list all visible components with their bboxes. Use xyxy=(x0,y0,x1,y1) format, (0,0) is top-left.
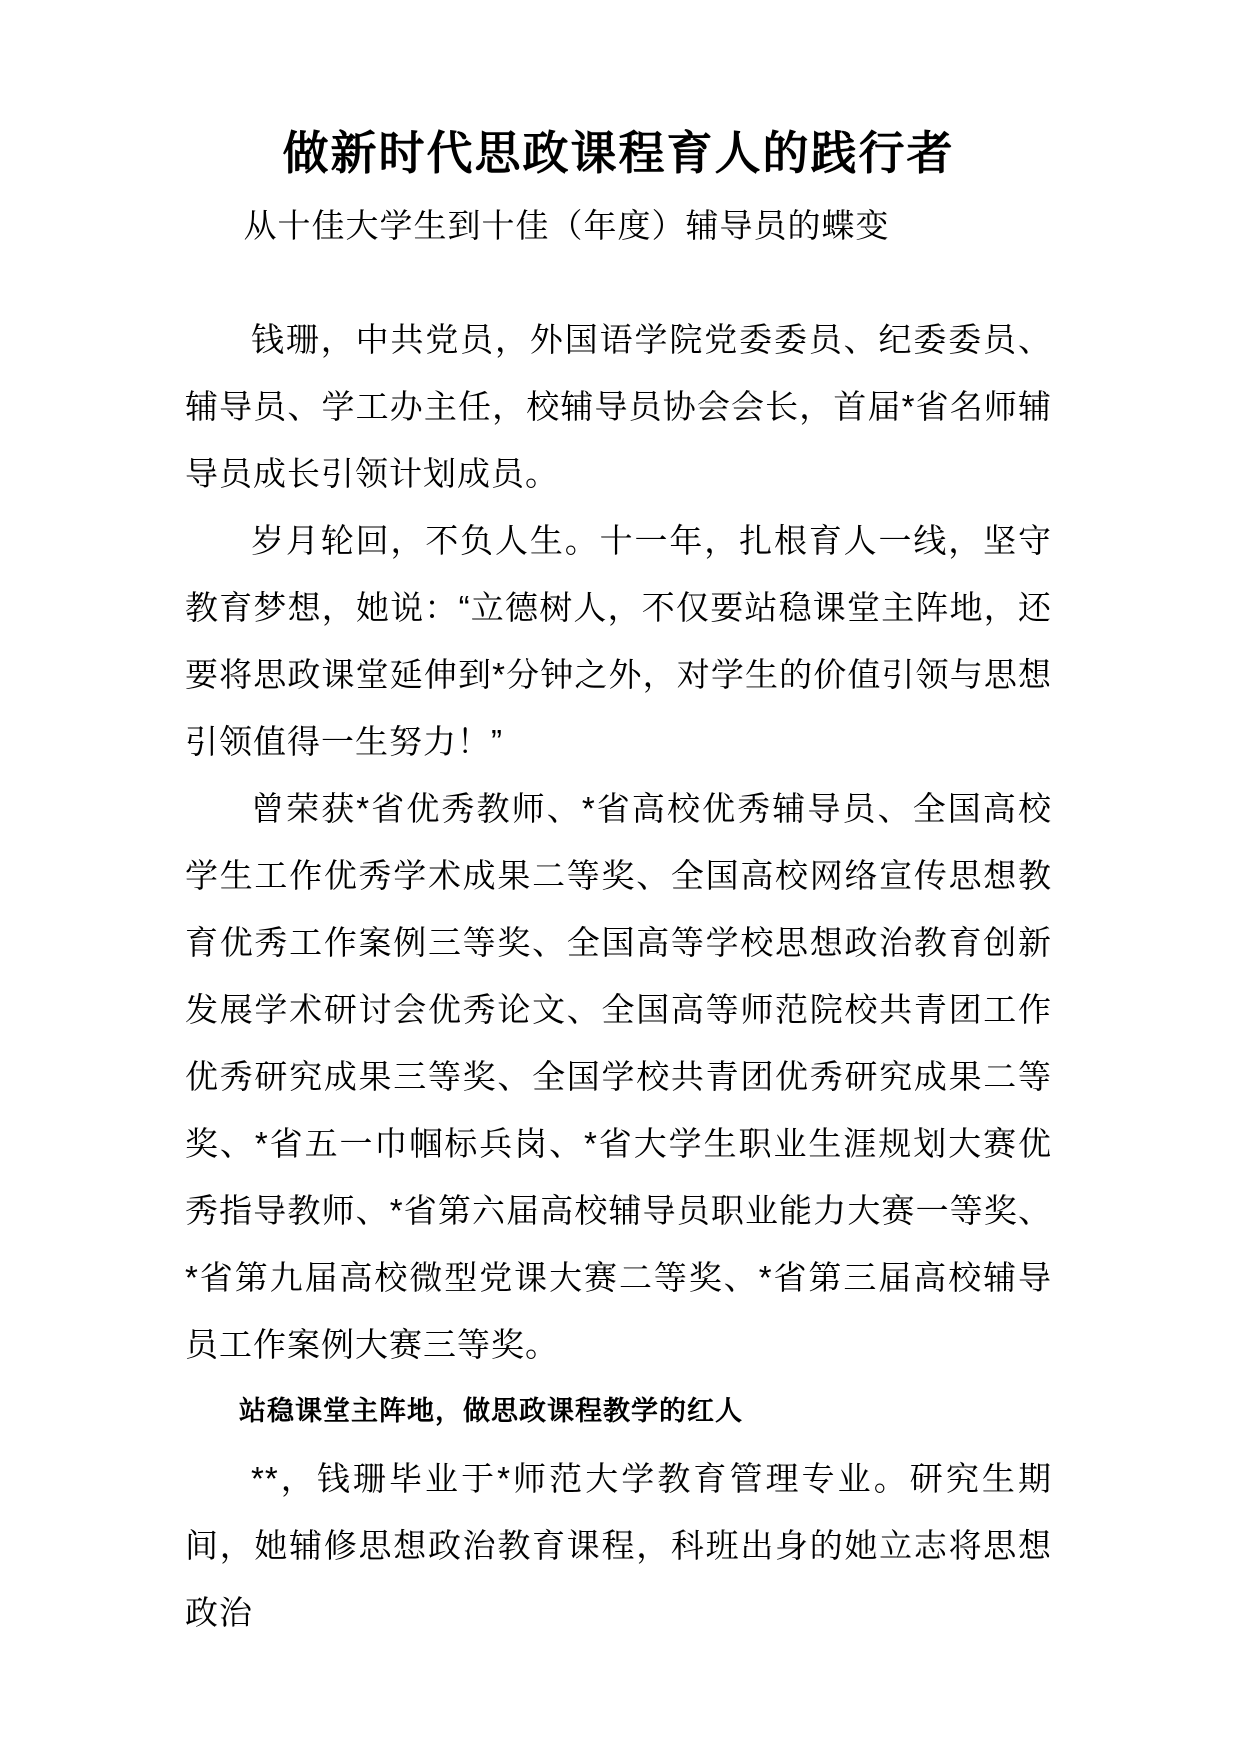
document-body xyxy=(185,306,1052,1646)
section-heading: 站稳课堂主阵地，做思政课程教学的红人 xyxy=(239,1396,743,1426)
body-paragraph: 钱珊，中共党员，外国语学院党委委员、纪委委员、辅导员、学工办主任，校辅导员协会会长，首届*省名师辅导员成长引领计划成员。 xyxy=(185,321,1052,492)
body-paragraph: **，钱珊毕业于*师范大学教育管理专业。研究生期间，她辅修思想政治教育课程，科班出身的她立志将思想政治 xyxy=(185,1460,1052,1631)
document-title: 做新时代思政课程育人的践行者 xyxy=(282,127,955,179)
body-paragraph: 曾荣获*省优秀教师、*省高校优秀辅导员、全国高校学生工作优秀学术成果二等奖、全国高校网络宣传思想教育优秀工作案例三等奖、全国高等学校思想政治教育创新发展学术研讨会优秀论文、全国高等师范院校共青团工作优秀研究成果三等奖、全国学校共青团优秀研究成果二等奖、*省五一巾帼标兵岗、*省大学生职业生涯规划大赛优秀指导教师、*省第六届高校辅导员职业能力大赛一等奖、*省第九届高校微型党课大赛二等奖、*省第三届高校辅导员工作案例大赛三等奖。 xyxy=(185,790,1052,1363)
body-paragraph: 岁月轮回，不负人生。十一年，扎根育人一线，坚守教育梦想，她说：“立德树人，不仅要站稳课堂主阵地，还要将思政课堂延伸到*分钟之外，对学生的价值引领与思想引领值得一生努力！” xyxy=(185,522,1052,760)
document-subtitle: 从十佳大学生到十佳（年度）辅导员的蝶变 xyxy=(243,207,890,244)
